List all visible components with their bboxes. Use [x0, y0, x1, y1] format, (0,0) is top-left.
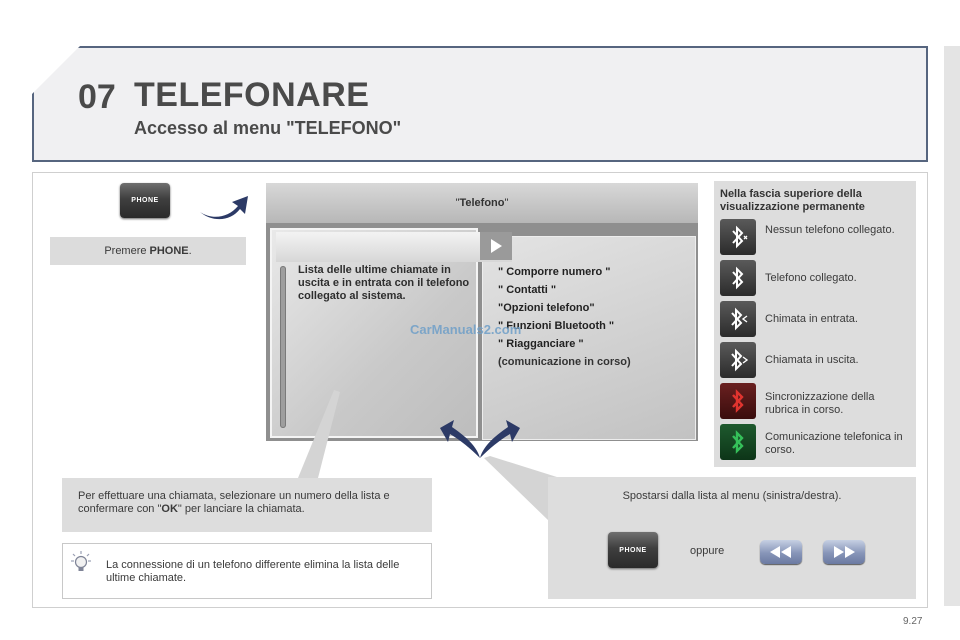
phone-button-label: PHONE — [131, 197, 159, 204]
menu-item-riagganciare[interactable]: " Riagganciare " — [498, 338, 584, 350]
status-label-no-phone: Nessun telefono collegato. — [765, 224, 895, 236]
bluetooth-connected-icon — [720, 260, 756, 296]
bluetooth-outgoing-call-icon — [720, 342, 756, 378]
status-label-outgoing: Chiamata in uscita. — [765, 354, 859, 366]
watermark: CarManuals2.com — [410, 322, 522, 337]
page-number: 9.27 — [903, 616, 923, 627]
phone-button-2[interactable] — [608, 532, 658, 568]
page-title: TELEFONARE — [134, 76, 370, 114]
chapter-number: 07 — [78, 78, 116, 116]
call-instruction-box — [62, 478, 432, 532]
bluetooth-sync-icon — [720, 383, 756, 419]
status-label-in-call: Comunicazione telefonica in corso. — [765, 431, 903, 456]
status-panel-heading: Nella fascia superiore della visualizzazione permanente — [720, 188, 865, 213]
move-instruction-text: Spostarsi dalla lista al menu (sinistra/destra). — [622, 490, 842, 502]
rewind-button[interactable] — [760, 540, 802, 564]
call-instruction-after: " per lanciare la chiamata. — [177, 503, 305, 515]
screen-title: Telefono — [459, 197, 505, 209]
call-list-description: Lista delle ultime chiamate in uscita e in entrata con il telefono collegato al sistema. — [298, 264, 470, 302]
phone-button-2-label: PHONE — [619, 546, 647, 554]
screen-title-open: " — [455, 197, 460, 209]
call-instruction-key: OK — [161, 503, 178, 515]
menu-item-contatti[interactable]: " Contatti " — [498, 284, 557, 296]
call-instruction-before: Per effettuare una chiamata, selezionare un numero della lista e confermare con " — [78, 490, 390, 515]
double-left-arrow-icon — [770, 546, 792, 558]
press-key: PHONE — [149, 245, 189, 257]
bluetooth-no-phone-icon — [720, 219, 756, 255]
bluetooth-incoming-call-icon — [720, 301, 756, 337]
menu-item-funzioni-bluetooth[interactable]: " Funzioni Bluetooth " — [498, 320, 615, 332]
menu-item-comporre-numero[interactable]: " Comporre numero " — [498, 266, 611, 278]
menu-note: (comunicazione in corso) — [498, 356, 631, 368]
left-right-arrows-icon — [436, 418, 524, 466]
page-subtitle: Accesso al menu "TELEFONO" — [134, 118, 402, 138]
double-right-arrow-icon — [833, 546, 855, 558]
status-label-sync: Sincronizzazione della rubrica in corso. — [765, 391, 875, 416]
forward-button[interactable] — [823, 540, 865, 564]
press-prefix: Premere — [104, 245, 147, 257]
status-label-connected: Telefono collegato. — [765, 272, 857, 284]
menu-item-opzioni-telefono[interactable]: "Opzioni telefono" — [498, 302, 595, 314]
status-label-incoming: Chimata in entrata. — [765, 313, 858, 325]
lightbulb-icon — [70, 550, 92, 574]
bluetooth-in-call-icon — [720, 424, 756, 460]
oppure-text: oppure — [690, 545, 725, 557]
press-suffix: . — [188, 245, 192, 257]
screen-title-close: " — [504, 197, 509, 209]
info-note-text: La connessione di un telefono differente elimina la lista delle ultime chiamate. — [106, 559, 400, 584]
